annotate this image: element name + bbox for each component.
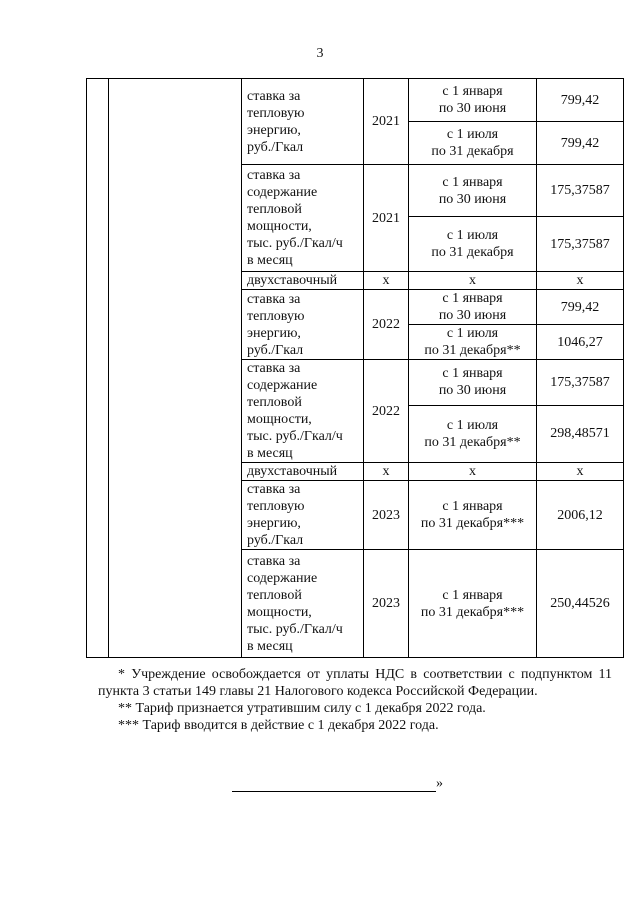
closing-quote: » xyxy=(436,776,443,791)
tariff-value-cell: 175,37587 xyxy=(537,217,624,272)
footnote-3: *** Тариф вводится в действие с 1 декабря 2022 года. xyxy=(118,718,439,733)
tariff-value-cell: 799,42 xyxy=(537,122,624,165)
blank-cell-a xyxy=(87,79,109,658)
rate-type-cell: ставка за тепловую энергию, руб./Гкал xyxy=(242,79,364,165)
period-cell: с 1 января по 30 июня xyxy=(409,290,537,325)
rate-type-cell: двухставочный xyxy=(242,272,364,290)
period-cell: с 1 июля по 31 декабря xyxy=(409,217,537,272)
tariff-table xyxy=(86,78,624,658)
period-cell: с 1 января по 30 июня xyxy=(409,165,537,217)
tariff-value-cell: 799,42 xyxy=(537,79,624,122)
tariff-value-cell: 250,44526 xyxy=(537,550,624,658)
year-cell: 2023 xyxy=(364,550,409,658)
blank-cell-b xyxy=(109,79,242,658)
year-cell: 2022 xyxy=(364,290,409,360)
table-row xyxy=(87,79,624,122)
period-cell: с 1 января по 31 декабря*** xyxy=(409,550,537,658)
tariff-value-cell: 175,37587 xyxy=(537,165,624,217)
tariff-value-cell: х xyxy=(537,463,624,481)
rate-type-cell: ставка за тепловую энергию, руб./Гкал xyxy=(242,290,364,360)
rate-type-cell: ставка за содержание тепловой мощности, тыс. руб./Гкал/ч в месяц xyxy=(242,360,364,463)
signature-line xyxy=(232,777,436,792)
footnote-2: ** Тариф признается утратившим силу с 1 декабря 2022 года. xyxy=(118,701,486,716)
period-cell: х xyxy=(409,463,537,481)
year-cell: 2021 xyxy=(364,79,409,165)
year-cell: х xyxy=(364,463,409,481)
period-cell: с 1 января по 31 декабря*** xyxy=(409,481,537,550)
period-cell: с 1 июля по 31 декабря** xyxy=(409,325,537,360)
rate-type-cell: ставка за тепловую энергию, руб./Гкал xyxy=(242,481,364,550)
period-cell: с 1 января по 30 июня xyxy=(409,360,537,406)
footnotes xyxy=(98,666,612,734)
footnote-1: * Учреждение освобождается от уплаты НДС в соответствии с подпунктом 11 пункта 3 статьи 149 главы 21 Налогового кодекса Российской Федерации. xyxy=(98,667,612,699)
year-cell: х xyxy=(364,272,409,290)
tariff-value-cell: 1046,27 xyxy=(537,325,624,360)
period-cell: с 1 июля по 31 декабря** xyxy=(409,405,537,462)
tariff-value-cell: 298,48571 xyxy=(537,405,624,462)
tariff-value-cell: 799,42 xyxy=(537,290,624,325)
tariff-value-cell: х xyxy=(537,272,624,290)
year-cell: 2021 xyxy=(364,165,409,272)
period-cell: с 1 июля по 31 декабря xyxy=(409,122,537,165)
tariff-value-cell: 175,37587 xyxy=(537,360,624,406)
rate-type-cell: двухставочный xyxy=(242,463,364,481)
year-cell: 2023 xyxy=(364,481,409,550)
rate-type-cell: ставка за содержание тепловой мощности, тыс. руб./Гкал/ч в месяц xyxy=(242,165,364,272)
year-cell: 2022 xyxy=(364,360,409,463)
page-number: 3 xyxy=(316,46,324,61)
rate-type-cell: ставка за содержание тепловой мощности, тыс. руб./Гкал/ч в месяц xyxy=(242,550,364,658)
tariff-value-cell: 2006,12 xyxy=(537,481,624,550)
period-cell: х xyxy=(409,272,537,290)
closing-line xyxy=(232,776,443,792)
period-cell: с 1 января по 30 июня xyxy=(409,79,537,122)
